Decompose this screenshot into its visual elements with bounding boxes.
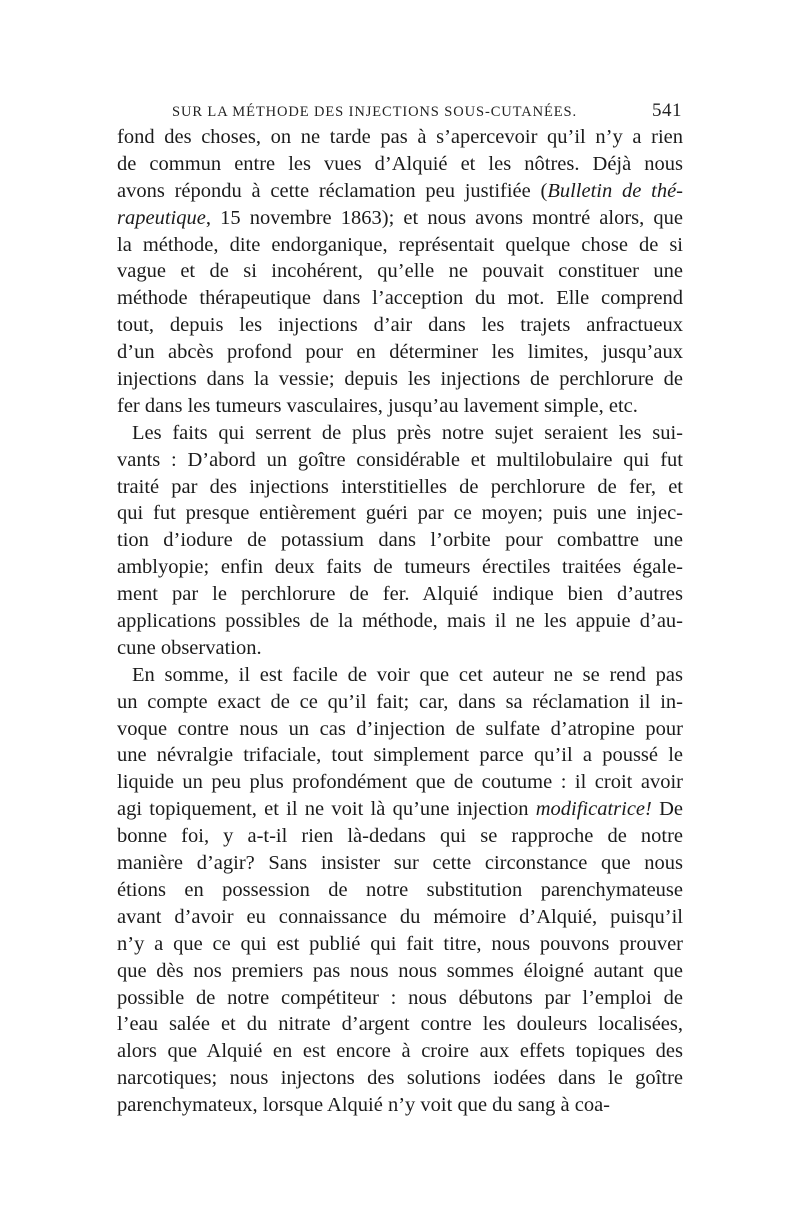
text-line	[117, 904, 683, 931]
paragraph	[117, 420, 683, 662]
text-segment: fer dans les tumeurs vasculaires, jusqu’au lavement simple, etc.	[117, 394, 638, 417]
text-segment: liquide un peu plus profondément que de coutume : il croit avoir	[117, 771, 683, 794]
paragraph	[117, 124, 683, 420]
text-line	[117, 474, 683, 501]
text-segment: tout, depuis les injections d’air dans les trajets anfractueux	[117, 314, 683, 337]
text-line	[117, 124, 683, 151]
text-line	[117, 1011, 683, 1038]
italic-text: modificatrice!	[535, 798, 652, 821]
text-segment: voque contre nous un cas d’injection de sulfate d’atropine pour	[117, 717, 683, 740]
text-line	[117, 312, 683, 339]
text-line	[117, 662, 683, 689]
text-line	[117, 554, 683, 581]
text-line	[117, 769, 683, 796]
text-line	[117, 796, 683, 823]
text-line	[117, 689, 683, 716]
text-segment: traité par des injections interstitielles de perchlorure de fer, et	[117, 475, 683, 498]
text-line	[117, 1092, 683, 1119]
running-head: SUR LA MÉTHODE DES INJECTIONS SOUS-CUTANÉES.	[172, 104, 577, 120]
text-line	[117, 232, 683, 259]
text-segment: parenchymateux, lorsque Alquié n’y voit que du sang à coa-	[117, 1094, 610, 1117]
text-line	[117, 958, 683, 985]
text-segment: ment par le perchlorure de fer. Alquié indique bien d’autres	[117, 583, 683, 606]
text-segment: amblyopie; enfin deux faits de tumeurs érectiles traitées égale-	[117, 556, 683, 579]
text-segment: En somme, il est facile de voir que cet auteur ne se rend pas	[132, 663, 683, 686]
text-segment: agi topiquement, et il ne voit là qu’une injection	[117, 798, 536, 821]
text-segment: injections dans la vessie; depuis les injections de perchlorure de	[117, 368, 683, 391]
text-segment: fond des choses, on ne tarde pas à s’apercevoir qu’il n’y a rien	[117, 126, 683, 148]
text-line	[117, 635, 683, 662]
text-line	[117, 178, 683, 205]
text-line	[117, 1065, 683, 1092]
text-segment: l’eau salée et du nitrate d’argent contre les douleurs localisées,	[117, 1013, 683, 1036]
text-line	[117, 823, 683, 850]
text-line	[117, 205, 683, 232]
text-line	[117, 500, 683, 527]
text-line	[117, 1038, 683, 1065]
text-line	[117, 151, 683, 178]
text-line	[117, 527, 683, 554]
text-line	[117, 366, 683, 393]
text-line	[117, 931, 683, 958]
text-segment: vague et de si incohérent, qu’elle ne pouvait constituer une	[117, 260, 683, 283]
text-line	[117, 985, 683, 1012]
text-line	[117, 420, 683, 447]
text-line	[117, 877, 683, 904]
text-segment: n’y a que ce qui est publié qui fait titre, nous pouvons prouver	[117, 932, 683, 955]
text-segment: de commun entre les vues d’Alquié et les nôtres. Déjà nous	[117, 152, 683, 175]
text-segment: , 15 novembre 1863); et nous avons montré alors, que	[205, 206, 683, 229]
text-segment: Les faits qui serrent de plus près notre sujet seraient les sui-	[132, 421, 683, 444]
italic-text: rapeutique	[117, 206, 206, 229]
text-segment: méthode thérapeutique dans l’acception du mot. Elle comprend	[117, 287, 683, 310]
text-line	[117, 393, 683, 420]
text-segment: avons répondu à cette réclamation peu justifiée (	[117, 179, 548, 202]
body-text	[117, 124, 683, 1119]
text-segment: De	[651, 798, 683, 821]
text-segment: que dès nos premiers pas nous nous sommes éloigné autant que	[117, 959, 683, 982]
page-header	[172, 100, 682, 124]
text-line	[117, 339, 683, 366]
text-segment: une névralgie trifaciale, tout simplement parce qu’il a poussé le	[117, 744, 683, 767]
text-segment: possible de notre compétiteur : nous débutons par l’emploi de	[117, 986, 683, 1009]
text-segment: la méthode, dite endorganique, représentait quelque chose de si	[117, 233, 683, 256]
text-segment: avant d’avoir eu connaissance du mémoire d’Alquié, puisqu’il	[117, 905, 683, 928]
italic-text: Bulletin de thé-	[547, 179, 683, 202]
text-segment: narcotiques; nous injectons des solutions iodées dans le goître	[117, 1067, 683, 1090]
paragraph	[117, 662, 683, 1119]
text-segment: étions en possession de notre substitution parenchymateuse	[117, 878, 683, 901]
text-segment: bonne foi, y a-t-il rien là-dedans qui se rapproche de notre	[117, 825, 683, 848]
text-segment: vants : D’abord un goître considérable et multilobulaire qui fut	[117, 448, 683, 471]
text-segment: tion d’iodure de potassium dans l’orbite pour combattre une	[117, 529, 683, 552]
text-line	[117, 716, 683, 743]
text-line	[117, 258, 683, 285]
text-line	[117, 608, 683, 635]
text-segment: un compte exact de ce qu’il fait; car, dans sa réclamation il in-	[117, 690, 683, 713]
page-number: 541	[652, 100, 682, 121]
text-segment: d’un abcès profond pour en déterminer les limites, jusqu’aux	[117, 341, 683, 364]
text-line	[117, 742, 683, 769]
text-line	[117, 850, 683, 877]
text-line	[117, 285, 683, 312]
text-segment: alors que Alquié en est encore à croire aux effets topiques des	[117, 1040, 683, 1063]
text-segment: qui fut presque entièrement guéri par ce moyen; puis une injec-	[117, 502, 683, 525]
text-segment: manière d’agir? Sans insister sur cette circonstance que nous	[117, 852, 683, 875]
text-line	[117, 581, 683, 608]
text-line	[117, 447, 683, 474]
text-segment: cune observation.	[117, 636, 262, 659]
text-segment: applications possibles de la méthode, mais il ne les appuie d’au-	[117, 610, 683, 633]
